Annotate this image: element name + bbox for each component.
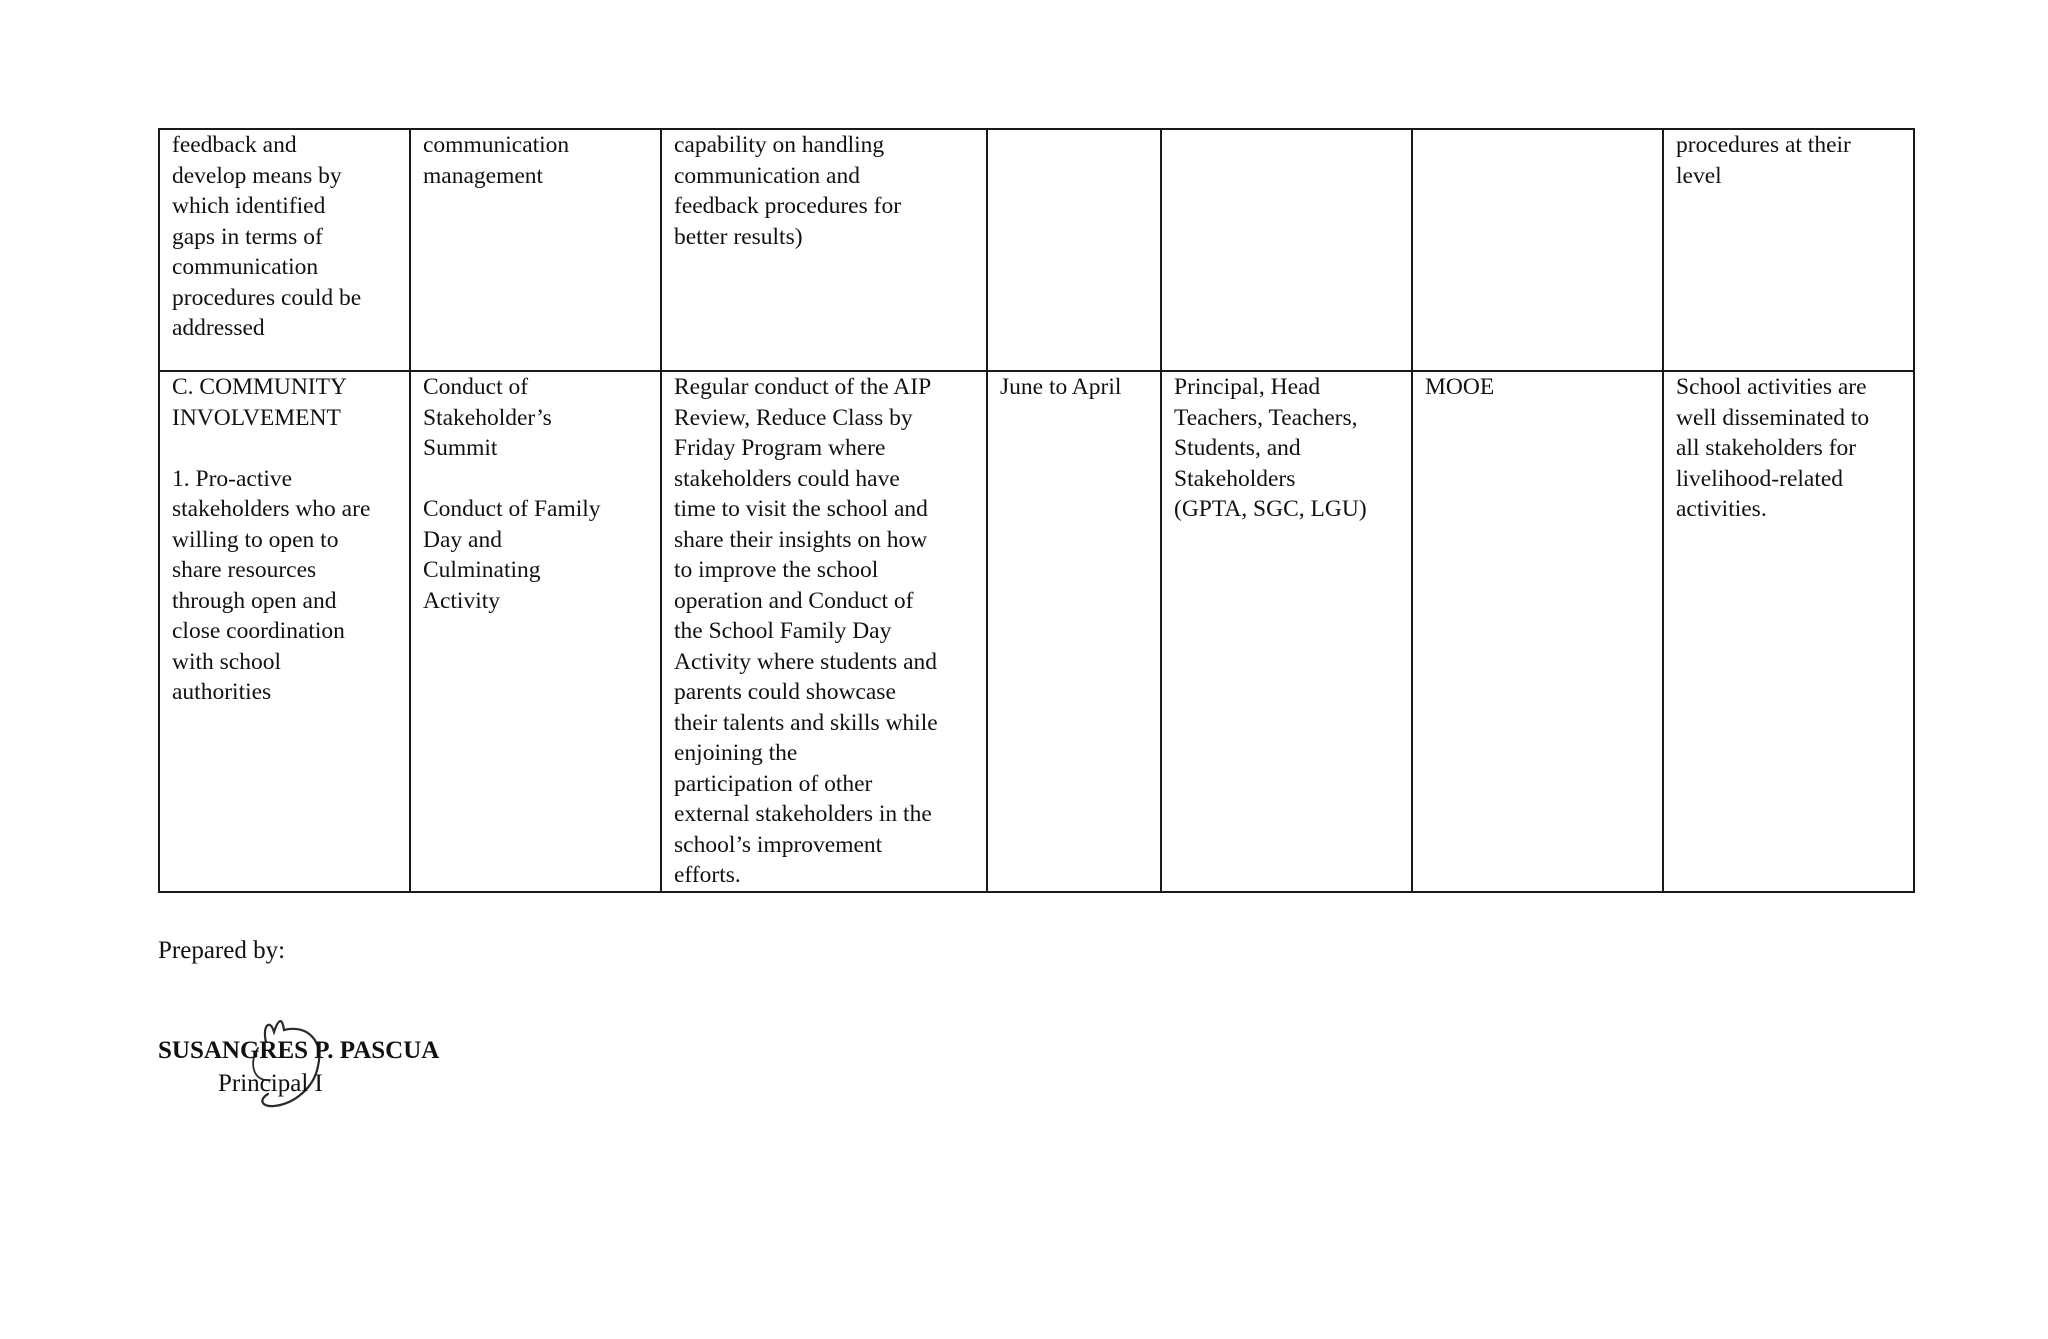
cell-strategy: communication management (410, 129, 661, 371)
cell-expected-output: procedures at their level (1663, 129, 1914, 371)
cell-expected-output: School activities are well disseminated to all stakeholders for livelihood-related activities. (1663, 371, 1914, 892)
cell-persons-involved: Principal, Head Teachers, Teachers, Students, and Stakeholders (GPTA, SGC, LGU) (1161, 371, 1412, 892)
cell-strategy: Conduct of Stakeholder’s Summit Conduct of Family Day and Culminating Activity (410, 371, 661, 892)
table-row (159, 371, 1914, 892)
action-plan-table (158, 128, 1915, 893)
cell-objective: feedback and develop means by which identified gaps in terms of communication procedures could be addressed (159, 129, 410, 371)
cell-resources (1412, 129, 1663, 371)
cell-persons-involved (1161, 129, 1412, 371)
signatory-title: Principal I (218, 1070, 323, 1097)
cell-resources: MOOE (1412, 371, 1663, 892)
cell-timeframe: June to April (987, 371, 1161, 892)
cell-objective: C. COMMUNITY INVOLVEMENT 1. Pro-active stakeholders who are willing to open to share resources through open and close coordination with school authorities (159, 371, 410, 892)
prepared-by-label: Prepared by: (158, 937, 286, 964)
cell-timeframe (987, 129, 1161, 371)
signatory-name: SUSANGRES P. PASCUA (158, 1037, 440, 1064)
cell-activity: Regular conduct of the AIP Review, Reduce Class by Friday Program where stakeholders could have time to visit the school and share their insights on how to improve the school operation and Conduct of the School Family Day Activity where students and parents could showcase their talents and skills while enjoining the participation of other external stakeholders in the school’s improvement efforts. (661, 371, 987, 892)
table-row (159, 129, 1914, 371)
cell-activity: capability on handling communication and feedback procedures for better results) (661, 129, 987, 371)
